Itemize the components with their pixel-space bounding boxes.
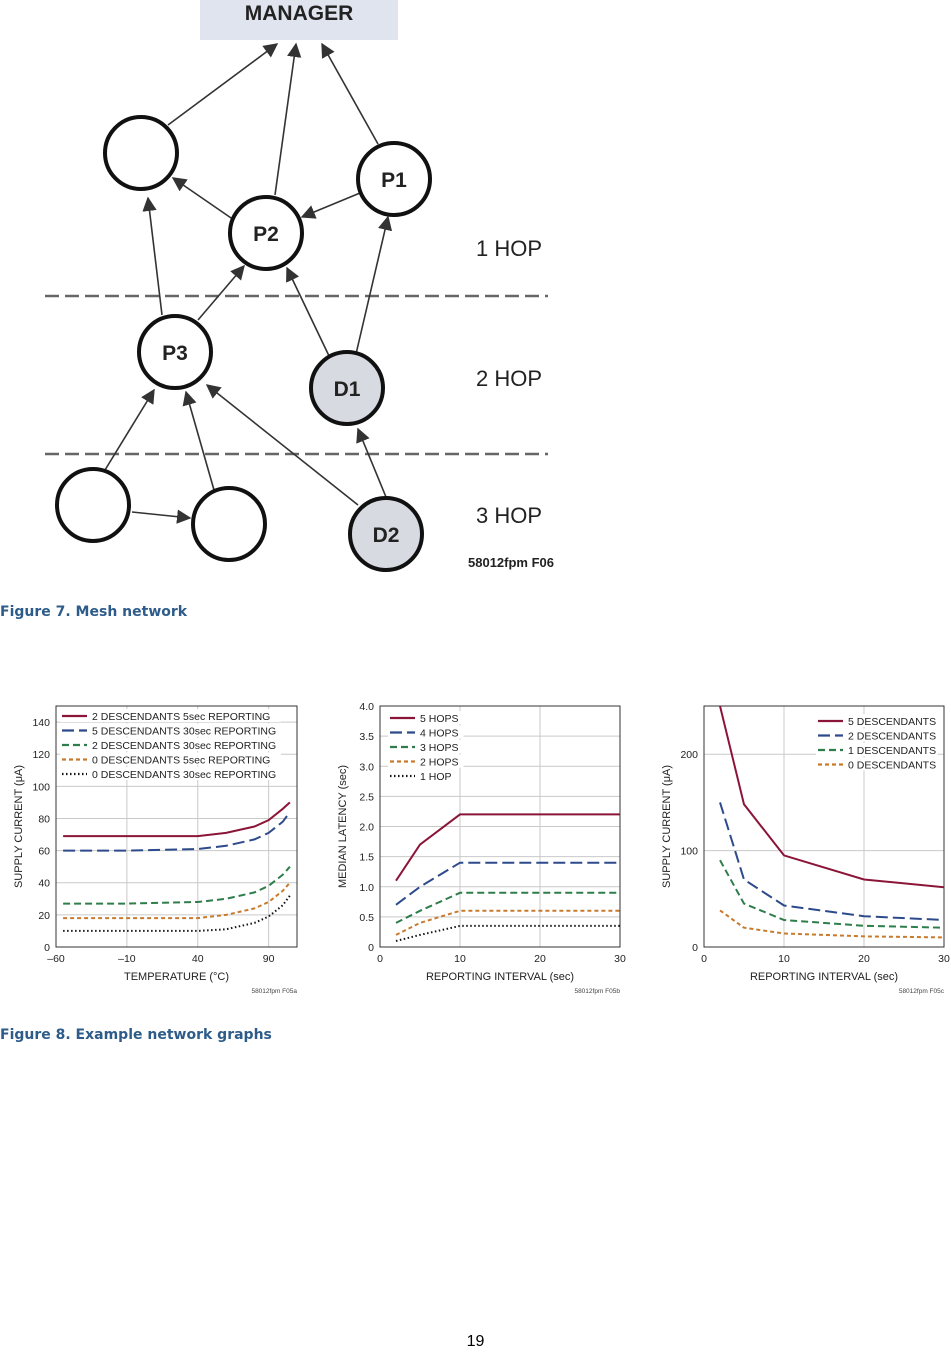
y-tick-label: 4.0 xyxy=(359,701,374,713)
node-label: P3 xyxy=(162,342,188,365)
x-axis-label: REPORTING INTERVAL (sec) xyxy=(425,971,575,983)
figure-code: 58012fpm F05c xyxy=(898,988,944,995)
y-tick-label: 140 xyxy=(32,717,50,730)
hop-label: 3 HOP xyxy=(476,503,543,528)
y-tick-label: 0.5 xyxy=(359,911,374,924)
y-axis-label: SUPPLY CURRENT (μA) xyxy=(661,764,673,889)
node-label: P1 xyxy=(381,169,407,192)
x-tick-label: 30 xyxy=(938,953,950,965)
legend-label: 0 DESCENDANTS xyxy=(848,759,937,772)
x-tick-label: 40 xyxy=(191,953,204,965)
y-tick-label: 200 xyxy=(680,749,698,762)
legend-label: 5 DESCENDANTS 30sec REPORTING xyxy=(92,725,277,738)
y-tick-label: 3.5 xyxy=(359,731,374,744)
series-line xyxy=(720,910,944,937)
manager-node xyxy=(200,0,398,40)
y-tick-label: 2.0 xyxy=(359,821,374,834)
x-tick-label: 10 xyxy=(454,953,466,965)
figure-7-caption: Figure 7. Mesh network xyxy=(0,604,188,620)
y-tick-label: 0 xyxy=(368,942,374,954)
node-label: D1 xyxy=(333,378,361,401)
x-tick-label: –10 xyxy=(118,953,136,965)
mesh-links xyxy=(105,44,388,518)
legend-label: 1 DESCENDANTS xyxy=(848,745,937,757)
supply-current-vs-interval-chart xyxy=(652,698,951,1000)
series-line xyxy=(63,812,290,851)
x-tick-label: 30 xyxy=(614,953,626,965)
y-tick-label: 0 xyxy=(692,942,698,954)
x-tick-label: 0 xyxy=(701,953,707,965)
series-line xyxy=(396,926,620,941)
series-line xyxy=(396,814,620,880)
mesh-network-diagram xyxy=(0,0,951,600)
unlabeled-node xyxy=(57,469,129,541)
y-tick-label: 0 xyxy=(44,942,50,954)
x-axis-label: REPORTING INTERVAL (sec) xyxy=(749,971,899,983)
legend-label: 0 DESCENDANTS 30sec REPORTING xyxy=(92,769,277,781)
figure-code: 58012fpm F05b xyxy=(574,988,620,995)
manager-label: MANAGER xyxy=(244,2,354,25)
legend-label: 5 HOPS xyxy=(420,713,459,725)
y-tick-label: 1.0 xyxy=(359,881,374,894)
legend-label: 2 HOPS xyxy=(420,756,459,769)
y-axis-label: SUPPLY CURRENT (μA) xyxy=(13,764,25,889)
y-axis-label: MEDIAN LATENCY (sec) xyxy=(337,764,349,889)
y-tick-label: 60 xyxy=(38,845,50,858)
x-tick-label: –60 xyxy=(47,953,65,965)
node-label: D2 xyxy=(372,524,400,547)
y-tick-label: 1.5 xyxy=(359,851,374,864)
page-number: 19 xyxy=(466,1333,485,1350)
figure-8-caption: Figure 8. Example network graphs xyxy=(0,1027,272,1043)
figure-code: 58012fpm F06 xyxy=(468,555,554,570)
series-line xyxy=(720,802,944,920)
series-line xyxy=(396,911,620,935)
series-line xyxy=(63,883,290,918)
median-latency-chart xyxy=(330,698,630,1000)
y-tick-label: 20 xyxy=(38,909,50,922)
legend-label: 2 DESCENDANTS 30sec REPORTING xyxy=(92,740,277,752)
series-line xyxy=(396,863,620,905)
series-line xyxy=(63,867,290,904)
y-tick-label: 100 xyxy=(32,781,50,794)
figure-code: 58012fpm F05a xyxy=(251,988,297,995)
unlabeled-node xyxy=(105,117,177,189)
x-axis-label: TEMPERATURE (°C) xyxy=(123,971,230,983)
supply-current-vs-temperature-chart xyxy=(0,698,305,1000)
x-tick-label: 0 xyxy=(377,953,383,965)
y-tick-label: 2.5 xyxy=(359,791,374,804)
legend-label: 2 DESCENDANTS 5sec REPORTING xyxy=(92,711,271,723)
legend-label: 2 DESCENDANTS xyxy=(848,730,937,743)
x-tick-label: 10 xyxy=(778,953,790,965)
series-line xyxy=(396,893,620,923)
legend-label: 4 HOPS xyxy=(420,727,459,740)
legend-label: 1 HOP xyxy=(420,771,452,783)
y-tick-label: 80 xyxy=(38,813,50,826)
hop-label: 2 HOP xyxy=(476,366,543,391)
legend-label: 3 HOPS xyxy=(420,742,459,754)
hop-label: 1 HOP xyxy=(476,236,543,261)
series-line xyxy=(63,802,290,836)
y-tick-label: 40 xyxy=(38,877,50,890)
x-tick-label: 20 xyxy=(858,953,870,965)
x-tick-label: 90 xyxy=(262,953,275,965)
x-tick-label: 20 xyxy=(534,953,546,965)
series-line xyxy=(63,896,290,931)
unlabeled-node xyxy=(193,488,265,560)
node-label: P2 xyxy=(253,223,279,246)
y-tick-label: 120 xyxy=(32,749,50,762)
legend-label: 5 DESCENDANTS xyxy=(848,716,937,728)
legend-label: 0 DESCENDANTS 5sec REPORTING xyxy=(92,754,271,767)
y-tick-label: 3.0 xyxy=(359,761,374,774)
y-tick-label: 100 xyxy=(680,845,698,858)
